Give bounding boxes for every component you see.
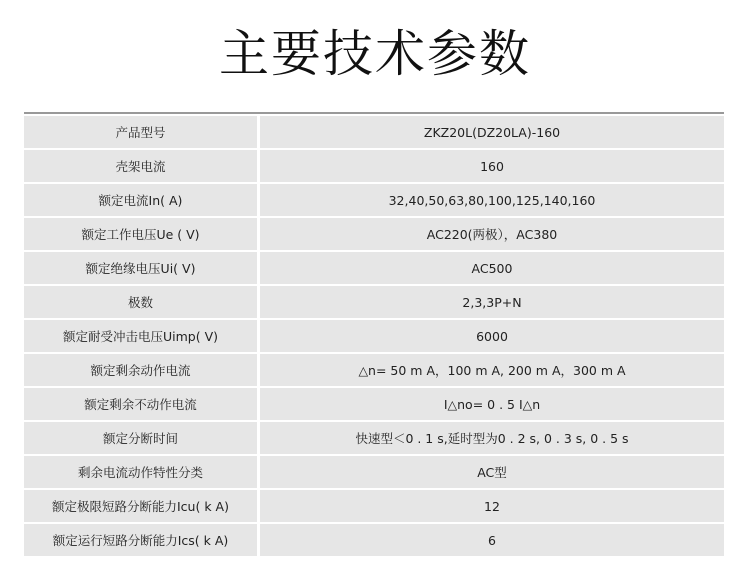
table-row — [24, 150, 724, 182]
row-value: ZKZ20L(DZ20LA)-160 — [260, 116, 724, 148]
table-row — [24, 218, 724, 250]
row-value: 快速型＜0 . 1 s,延时型为0 . 2 s, 0 . 3 s, 0 . 5 s — [260, 422, 724, 454]
row-value: AC220(两极），AC380 — [260, 218, 724, 250]
row-value: I△no= 0 . 5 I△n — [260, 388, 724, 420]
row-label: 额定极限短路分断能力Icu( k A) — [24, 490, 257, 522]
table-row — [24, 286, 724, 318]
row-value: 6 — [260, 524, 724, 556]
row-value: △n= 50 m A，100 m A, 200 m A，300 m A — [260, 354, 724, 386]
table-row — [24, 388, 724, 420]
row-label: 额定电流In( A) — [24, 184, 257, 216]
row-label: 产品型号 — [24, 116, 257, 148]
table-row — [24, 524, 724, 556]
row-value: AC型 — [260, 456, 724, 488]
row-label: 额定运行短路分断能力Ics( k A) — [24, 524, 257, 556]
row-label: 额定剩余动作电流 — [24, 354, 257, 386]
table-row — [24, 456, 724, 488]
row-value: AC500 — [260, 252, 724, 284]
row-label: 极数 — [24, 286, 257, 318]
row-label: 壳架电流 — [24, 150, 257, 182]
row-value: 6000 — [260, 320, 724, 352]
row-value: 160 — [260, 150, 724, 182]
spec-table — [24, 112, 724, 556]
page-title: 主要技术参数 — [219, 25, 531, 83]
row-label: 剩余电流动作特性分类 — [24, 456, 257, 488]
table-row — [24, 490, 724, 522]
table-row — [24, 354, 724, 386]
row-value: 2,3,3P+N — [260, 286, 724, 318]
table-row — [24, 252, 724, 284]
table-row — [24, 184, 724, 216]
row-label: 额定工作电压Ue ( V) — [24, 218, 257, 250]
row-label: 额定绝缘电压Ui( V) — [24, 252, 257, 284]
row-label: 额定分断时间 — [24, 422, 257, 454]
table-row — [24, 320, 724, 352]
row-label: 额定耐受冲击电压Uimp( V) — [24, 320, 257, 352]
row-value: 32,40,50,63,80,100,125,140,160 — [260, 184, 724, 216]
table-row — [24, 422, 724, 454]
table-row — [24, 116, 724, 148]
row-value: 12 — [260, 490, 724, 522]
row-label: 额定剩余不动作电流 — [24, 388, 257, 420]
